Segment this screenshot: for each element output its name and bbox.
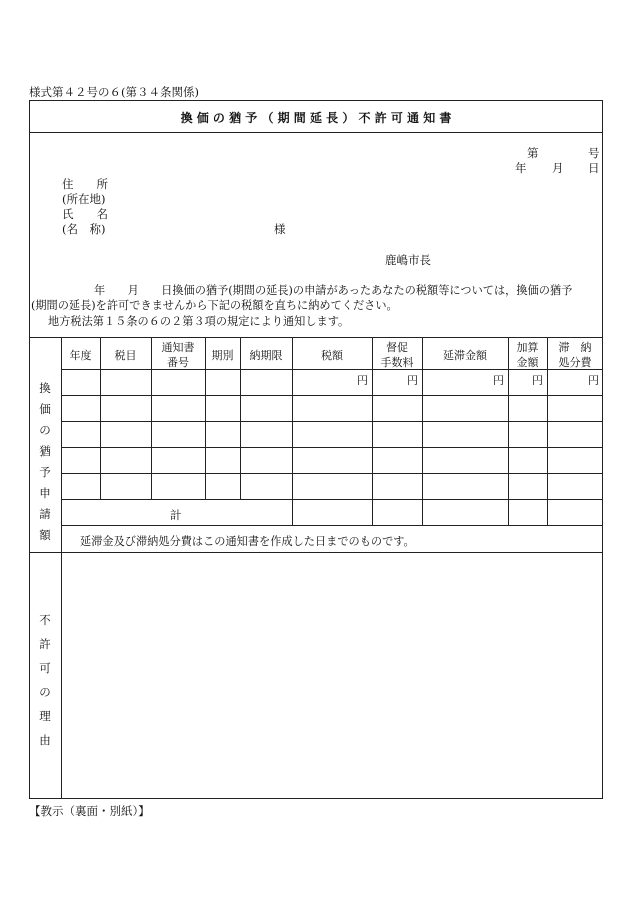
header-reminder-fee-2: 手数料 bbox=[380, 356, 414, 369]
issuer-name: 鹿嶋市長 bbox=[385, 253, 431, 267]
header-arrears-fee-2: 処分費 bbox=[558, 356, 592, 369]
date-month: 月 bbox=[552, 161, 564, 175]
header-due-date: 納期限 bbox=[249, 349, 283, 362]
row-border-3 bbox=[61, 447, 603, 448]
body-line-3: 地方税法第１５条の６の２第３項の規定により通知します。 bbox=[48, 315, 350, 328]
header-delinquency-amount: 延滞金額 bbox=[443, 349, 487, 362]
row-border-5 bbox=[61, 499, 603, 500]
col-border-7 bbox=[422, 337, 423, 525]
row-border-2 bbox=[61, 421, 603, 422]
delinquency-note: 延滞金及び滞納処分費はこの通知書を作成した日までのものです。 bbox=[80, 535, 415, 548]
header-notice-no-2: 番号 bbox=[167, 356, 189, 369]
yen-tax-amount: 円 bbox=[357, 374, 368, 387]
header-additional-2: 金額 bbox=[516, 356, 539, 369]
date-day: 日 bbox=[588, 161, 600, 175]
name-label: 氏 名 bbox=[62, 207, 108, 221]
document-title: 換 価 の 猶 予 （ 期 間 延 長 ） 不 許 可 通 知 書 bbox=[180, 111, 452, 125]
yen-arrears-fee: 円 bbox=[588, 374, 599, 387]
total-label: 計 bbox=[170, 508, 182, 522]
location-label: (所在地) bbox=[62, 192, 106, 206]
total-row-border bbox=[61, 525, 603, 526]
title-divider bbox=[29, 132, 603, 133]
denial-reason-field bbox=[62, 553, 602, 797]
header-tax-amount: 税額 bbox=[321, 349, 343, 362]
yen-reminder-fee: 円 bbox=[407, 374, 418, 387]
row-border-4 bbox=[61, 473, 603, 474]
entity-name-label: (名 称) bbox=[62, 222, 106, 236]
date-year: 年 bbox=[515, 161, 527, 175]
doc-number-go: 号 bbox=[588, 146, 600, 160]
form-reference: 様式第４２号の６(第３４条関係) bbox=[29, 85, 199, 99]
header-notice-no-1: 通知書 bbox=[161, 341, 195, 354]
header-additional-1: 加算 bbox=[516, 341, 539, 354]
honorific-sama: 様 bbox=[274, 222, 286, 236]
doc-number-dai: 第 bbox=[527, 146, 539, 160]
header-arrears-fee-1: 滞 納 bbox=[558, 341, 592, 354]
header-tax-item: 税目 bbox=[114, 349, 137, 362]
header-period: 期別 bbox=[211, 349, 234, 362]
table-top-border bbox=[29, 337, 603, 338]
header-reminder-fee-1: 督促 bbox=[386, 341, 408, 354]
denial-reason-label: 不 許 可 の 理 由 bbox=[39, 613, 51, 747]
application-amount-label: 換 価 の 猶 予 申 請 額 bbox=[39, 381, 51, 542]
row-border-1 bbox=[61, 395, 603, 396]
yen-delinquency: 円 bbox=[493, 374, 504, 387]
body-line-2: (期間の延長)を許可できませんから下記の税額を直ちに納めてください。 bbox=[31, 299, 398, 312]
body-line-1: 年 月 日換価の猶予(期間の延長)の申請があったあなたの税額等については，換価の猶予 bbox=[94, 284, 573, 297]
instruction-footer: 【教示（裏面・別紙）】 bbox=[29, 804, 150, 818]
col-border-5 bbox=[292, 337, 293, 525]
yen-additional: 円 bbox=[532, 374, 543, 387]
header-year: 年度 bbox=[69, 349, 92, 362]
address-label: 住 所 bbox=[62, 177, 108, 191]
